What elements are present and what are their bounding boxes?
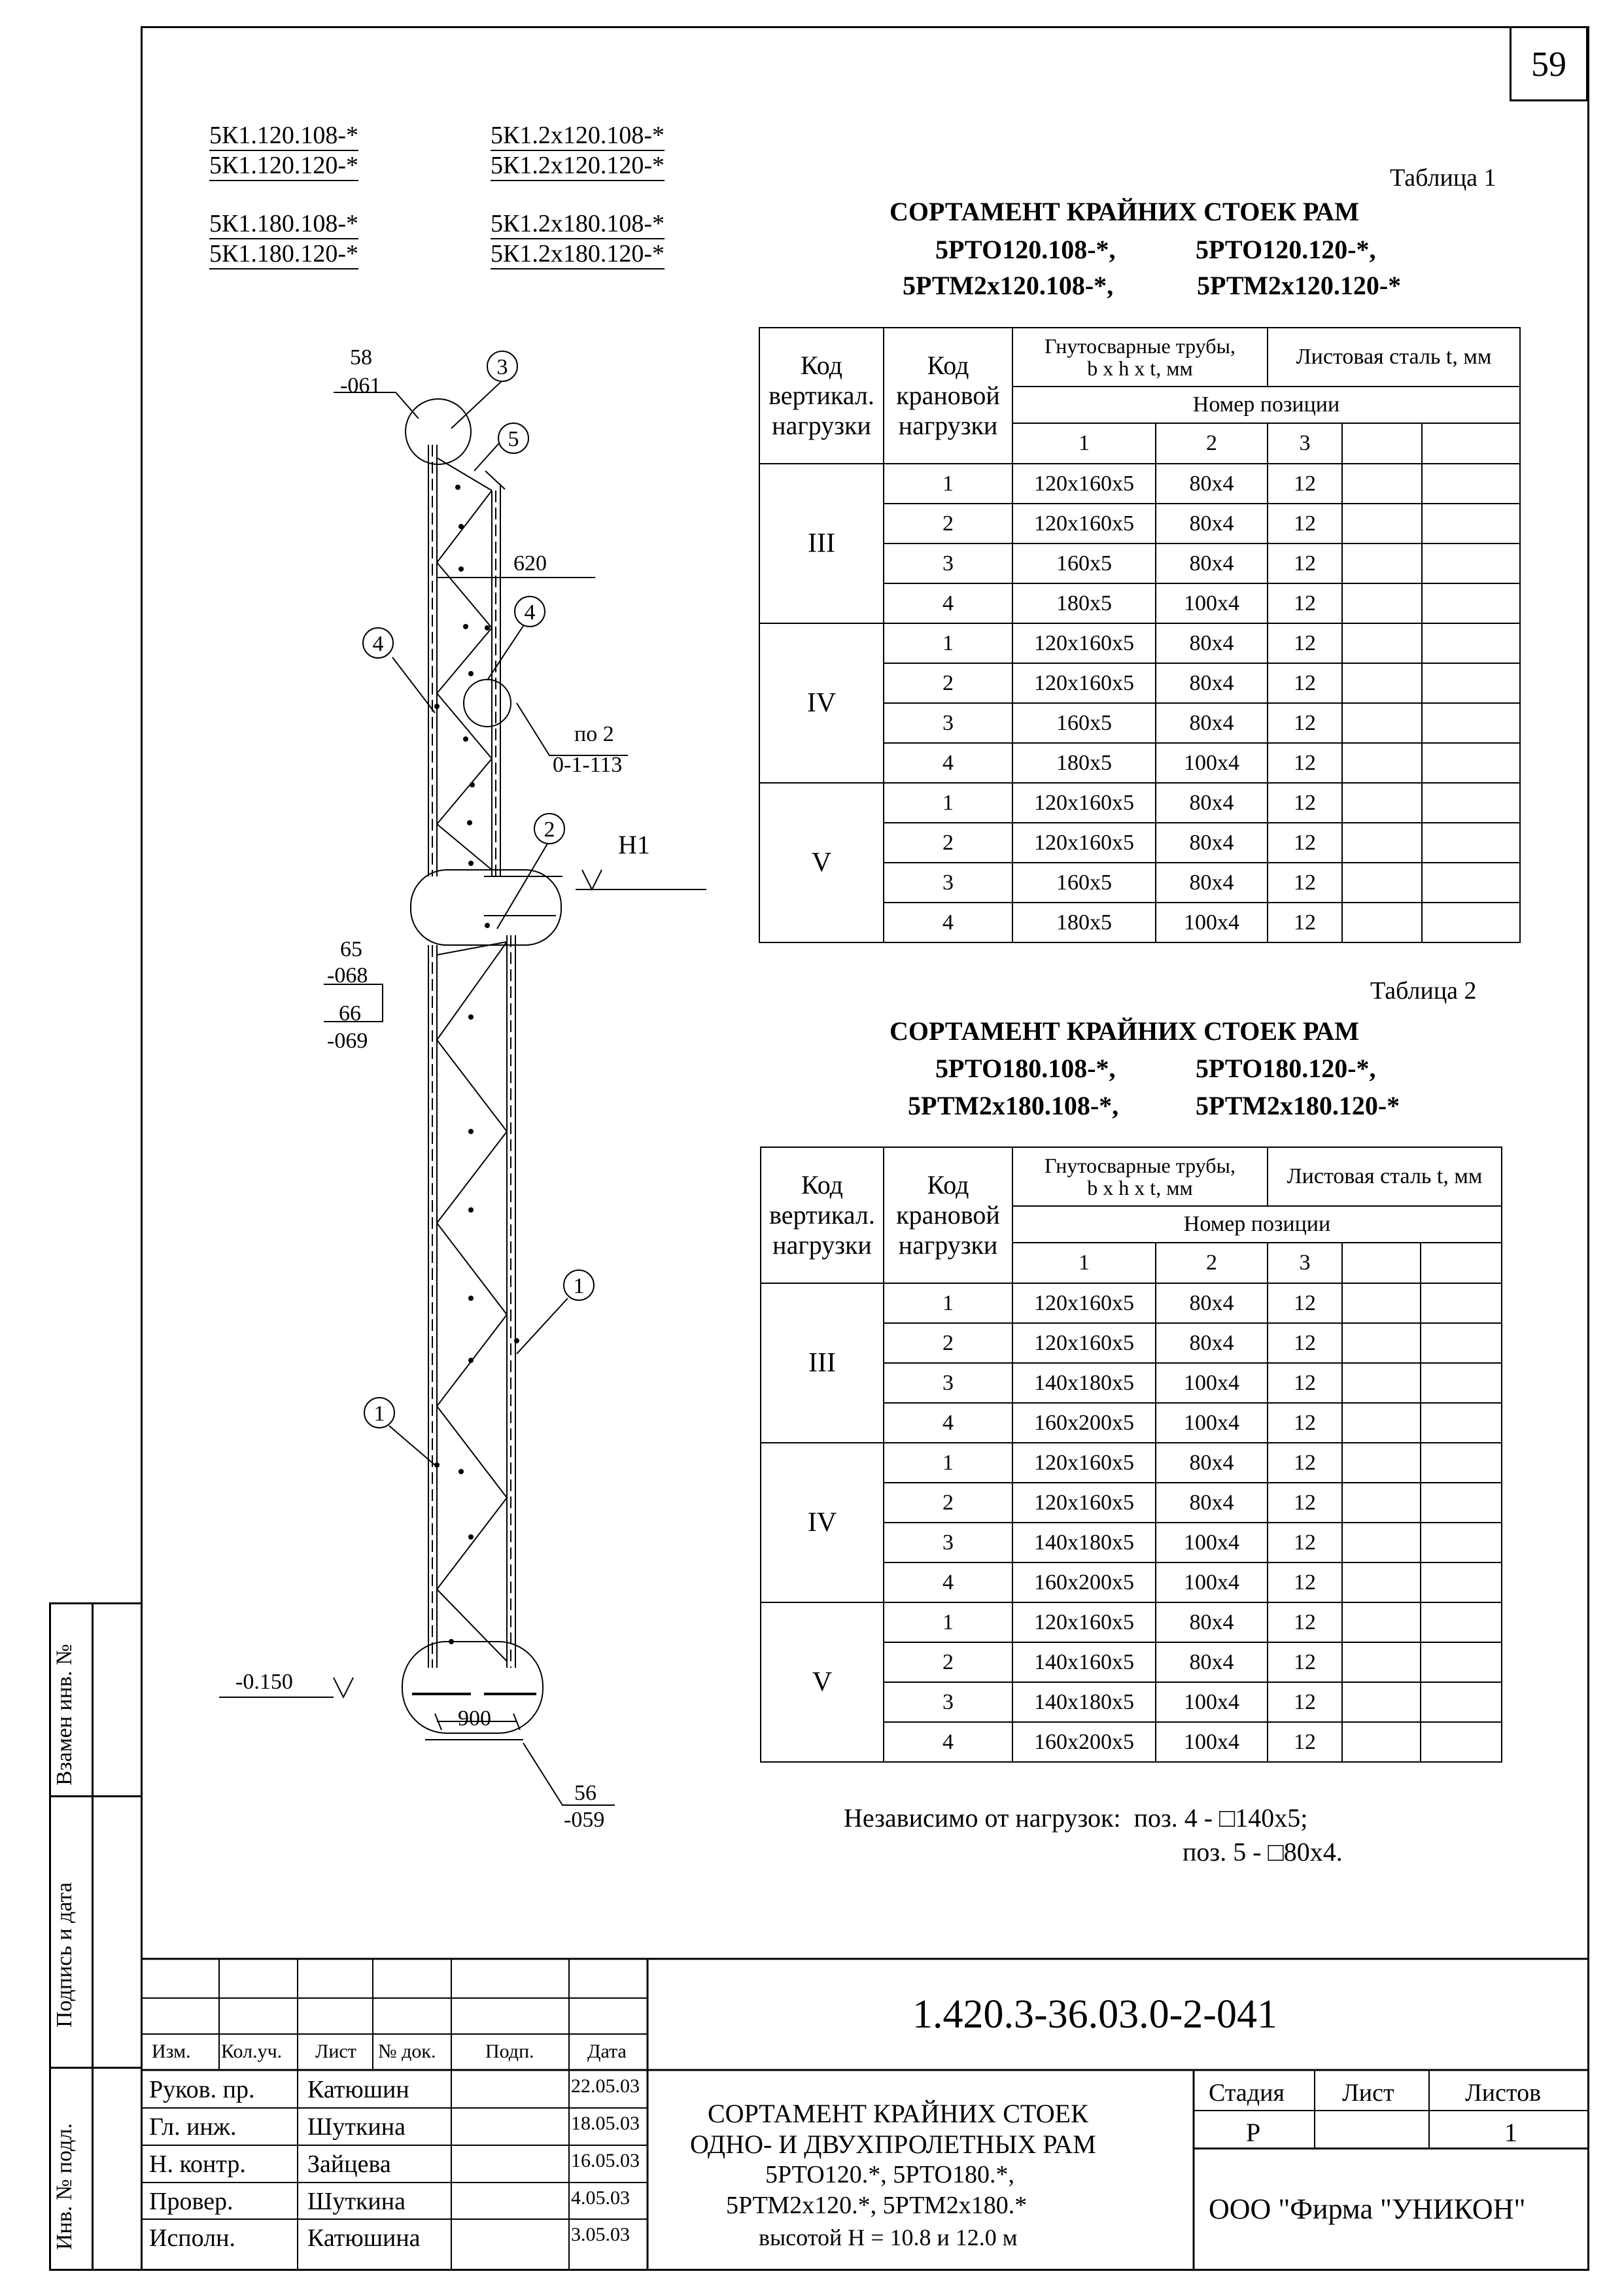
- header-pos-1: 1: [1012, 1243, 1156, 1283]
- value-cell: 12: [1268, 823, 1342, 863]
- ref-bot-1: 56: [574, 1781, 596, 1805]
- value-cell: 80х4: [1156, 1443, 1268, 1483]
- header-pos-2: 2: [1156, 1243, 1268, 1283]
- table2-subtitle-2a: 5РТМ2х180.108-*,: [908, 1091, 1119, 1120]
- person-role: Н. контр.: [149, 2150, 246, 2178]
- person-date: 22.05.03: [571, 2075, 640, 2097]
- code-list-right-2: 5К1.2х180.108-* 5К1.2х180.120-*: [491, 209, 665, 269]
- header-sheet-steel: Листовая сталь t, мм: [1268, 328, 1520, 387]
- table2-subtitle-2b: 5РТМ2х180.120-*: [1196, 1091, 1400, 1120]
- value-cell: 180х5: [1012, 743, 1156, 783]
- table2-title: СОРТАМЕНТ КРАЙНИХ СТОЕК РАМ: [890, 1016, 1359, 1046]
- person-name: Зайцева: [307, 2150, 391, 2178]
- value-cell: 12: [1268, 1403, 1342, 1443]
- load-group: V: [761, 1602, 884, 1762]
- code-list-left: 5К1.120.108-* 5К1.120.120-*: [209, 121, 358, 181]
- dim-900: 900: [458, 1706, 491, 1731]
- value-cell: 80х4: [1156, 1323, 1268, 1363]
- value-cell: 100х4: [1156, 1562, 1268, 1602]
- value-cell: 12: [1268, 1642, 1342, 1682]
- value-cell: 160х200х5: [1012, 1562, 1156, 1602]
- header-vert-code: Код вертикал. нагрузки: [759, 328, 884, 464]
- value-cell: 120х160х5: [1012, 504, 1156, 544]
- value-cell: 12: [1268, 1443, 1342, 1483]
- header-crane-code: Код крановой нагрузки: [884, 1147, 1012, 1283]
- ref-top-2: -061: [340, 373, 381, 398]
- crane-code-cell: 1: [884, 623, 1012, 663]
- header-pos-3: 3: [1268, 1243, 1342, 1283]
- table1-title: СОРТАМЕНТ КРАЙНИХ СТОЕК РАМ: [890, 197, 1359, 226]
- crane-code-cell: 3: [884, 863, 1012, 903]
- value-cell: 160х5: [1012, 703, 1156, 743]
- header-sheet-steel: Листовая сталь t, мм: [1268, 1147, 1502, 1206]
- crane-code-cell: 2: [884, 1642, 1012, 1682]
- crane-code-cell: 4: [884, 1403, 1012, 1443]
- person-name: Шуткина: [307, 2113, 406, 2141]
- col-sign: Подп.: [485, 2041, 534, 2062]
- value-cell: 120х160х5: [1012, 1602, 1156, 1642]
- col-doc: № док.: [378, 2041, 436, 2062]
- value-cell: 12: [1268, 1523, 1342, 1562]
- value-cell: 12: [1268, 1363, 1342, 1403]
- load-group: III: [759, 464, 884, 623]
- crane-code-cell: 4: [884, 903, 1012, 942]
- callout-1-left: 1: [373, 1402, 385, 1426]
- person-date: 16.05.03: [571, 2150, 640, 2171]
- table1-subtitle-2b: 5РТМ2х120.120-*: [1197, 271, 1402, 300]
- value-cell: 80х4: [1156, 703, 1268, 743]
- value-cell: 100х4: [1156, 1403, 1268, 1443]
- value-cell: 100х4: [1156, 1363, 1268, 1403]
- crane-code-cell: 4: [884, 583, 1012, 623]
- value-cell: 100х4: [1156, 743, 1268, 783]
- sheets-value: 1: [1504, 2118, 1517, 2147]
- value-cell: 180х5: [1012, 583, 1156, 623]
- person-date: 4.05.03: [571, 2187, 630, 2209]
- header-pipes: Гнутосварные трубы, b x h x t, мм: [1012, 328, 1268, 387]
- value-cell: 12: [1268, 743, 1342, 783]
- ref-mid2-1: 66: [339, 1001, 361, 1026]
- value-cell: 100х4: [1156, 1523, 1268, 1562]
- value-cell: 120х160х5: [1012, 464, 1156, 504]
- value-cell: 12: [1268, 863, 1342, 903]
- col-list: Лист: [315, 2041, 356, 2062]
- ref-mid1-1: 65: [340, 937, 362, 961]
- person-date: 3.05.03: [571, 2224, 630, 2245]
- value-cell: 160х5: [1012, 863, 1156, 903]
- header-pos-2: 2: [1156, 423, 1268, 464]
- callout-1-right: 1: [573, 1274, 585, 1298]
- person-role: Исполн.: [149, 2224, 235, 2252]
- value-cell: 12: [1268, 504, 1342, 544]
- person-date: 18.05.03: [571, 2113, 640, 2134]
- value-cell: 100х4: [1156, 1682, 1268, 1722]
- ref-bot-2: -059: [564, 1808, 605, 1832]
- code-list-right: 5К1.2х120.108-* 5К1.2х120.120-*: [491, 121, 665, 181]
- crane-code-cell: 2: [884, 663, 1012, 703]
- load-group: V: [759, 783, 884, 942]
- col-izm: Изм.: [152, 2041, 191, 2062]
- value-cell: 12: [1268, 663, 1342, 703]
- value-cell: 180х5: [1012, 903, 1156, 942]
- crane-code-cell: 1: [884, 1443, 1012, 1483]
- value-cell: 160х5: [1012, 544, 1156, 583]
- title-line-5: высотой Н = 10.8 и 12.0 м: [759, 2224, 1018, 2251]
- value-cell: 100х4: [1156, 1722, 1268, 1762]
- title-line-3: 5РТО120.*, 5РТО180.*,: [765, 2161, 1015, 2188]
- callout-4-right: 4: [524, 600, 536, 625]
- crane-code-cell: 2: [884, 504, 1012, 544]
- value-cell: 80х4: [1156, 623, 1268, 663]
- person-name: Шуткина: [307, 2188, 406, 2215]
- value-cell: 12: [1268, 464, 1342, 504]
- table2-subtitle-1b: 5РТО180.120-*,: [1196, 1054, 1376, 1083]
- value-cell: 12: [1268, 1682, 1342, 1722]
- sheet-number: 59: [1510, 26, 1588, 101]
- side-label-signature: Подпись и дата: [52, 1882, 77, 2028]
- company-name: ООО "Фирма "УНИКОН": [1209, 2193, 1526, 2225]
- crane-code-cell: 3: [884, 1523, 1012, 1562]
- level-h1: H1: [618, 830, 650, 859]
- table1-subtitle-1b: 5РТО120.120-*,: [1196, 235, 1376, 264]
- crane-code-cell: 3: [884, 544, 1012, 583]
- value-cell: 120х160х5: [1012, 823, 1156, 863]
- load-group: IV: [761, 1443, 884, 1602]
- value-cell: 80х4: [1156, 504, 1268, 544]
- value-cell: 12: [1268, 703, 1342, 743]
- value-cell: 80х4: [1156, 1483, 1268, 1523]
- value-cell: 12: [1268, 1483, 1342, 1523]
- crane-code-cell: 1: [884, 464, 1012, 504]
- table2-label: Таблица 2: [1370, 977, 1477, 1005]
- person-name: Катюшин: [307, 2076, 409, 2103]
- load-group: IV: [759, 623, 884, 783]
- value-cell: 100х4: [1156, 583, 1268, 623]
- value-cell: 12: [1268, 623, 1342, 663]
- header-pos-3: 3: [1268, 423, 1342, 464]
- crane-code-cell: 3: [884, 1363, 1012, 1403]
- crane-code-cell: 2: [884, 1483, 1012, 1523]
- person-name: Катюшина: [307, 2224, 421, 2252]
- value-cell: 12: [1268, 1722, 1342, 1762]
- value-cell: 80х4: [1156, 863, 1268, 903]
- code-list-left-2: 5К1.180.108-* 5К1.180.120-*: [209, 209, 358, 269]
- value-cell: 12: [1268, 903, 1342, 942]
- value-cell: 12: [1268, 1602, 1342, 1642]
- side-label-replaced: Взамен инв. №: [52, 1644, 77, 1786]
- crane-code-cell: 1: [884, 783, 1012, 823]
- value-cell: 120х160х5: [1012, 1323, 1156, 1363]
- value-cell: 140х180х5: [1012, 1682, 1156, 1722]
- crane-code-cell: 3: [884, 1682, 1012, 1722]
- value-cell: 12: [1268, 544, 1342, 583]
- crane-code-cell: 1: [884, 1283, 1012, 1323]
- value-cell: 120х160х5: [1012, 1483, 1156, 1523]
- stage-value: Р: [1246, 2118, 1261, 2147]
- independent-note-2: поз. 5 - □80х4.: [1183, 1837, 1343, 1867]
- title-line-2: ОДНО- И ДВУХПРОЛЕТНЫХ РАМ: [690, 2130, 1096, 2159]
- ref-top-1: 58: [350, 345, 372, 370]
- value-cell: 80х4: [1156, 1602, 1268, 1642]
- header-pipes: Гнутосварные трубы, b x h x t, мм: [1012, 1147, 1268, 1206]
- value-cell: 80х4: [1156, 663, 1268, 703]
- value-cell: 80х4: [1156, 464, 1268, 504]
- value-cell: 120х160х5: [1012, 1283, 1156, 1323]
- person-role: Руков. пр.: [149, 2076, 255, 2103]
- callout-2: 2: [544, 818, 555, 842]
- value-cell: 12: [1268, 583, 1342, 623]
- stage-label: Стадия: [1209, 2079, 1285, 2107]
- value-cell: 140х180х5: [1012, 1363, 1156, 1403]
- col-kol: Кол.уч.: [221, 2041, 283, 2062]
- table1-subtitle-1a: 5РТО120.108-*,: [935, 235, 1116, 264]
- crane-code-cell: 4: [884, 743, 1012, 783]
- value-cell: 80х4: [1156, 823, 1268, 863]
- sheets-label: Листов: [1465, 2079, 1542, 2107]
- value-cell: 12: [1268, 1323, 1342, 1363]
- side-label-inventory: Инв. № подл.: [52, 2123, 77, 2250]
- independent-note: Независимо от нагрузок: поз. 4 - □140х5;: [844, 1803, 1308, 1833]
- value-cell: 80х4: [1156, 1283, 1268, 1323]
- note-po2-ref: 0-1-113: [553, 753, 623, 777]
- header-position: Номер позиции: [1012, 387, 1520, 423]
- title-line-4: 5РТМ2х120.*, 5РТМ2х180.*: [726, 2192, 1028, 2219]
- crane-code-cell: 1: [884, 1602, 1012, 1642]
- callout-3: 3: [496, 355, 508, 379]
- value-cell: 140х160х5: [1012, 1642, 1156, 1682]
- value-cell: 120х160х5: [1012, 663, 1156, 703]
- level-mark: -0.150: [235, 1670, 293, 1694]
- value-cell: 120х160х5: [1012, 783, 1156, 823]
- col-date: Дата: [587, 2041, 627, 2062]
- table1-label: Таблица 1: [1390, 164, 1496, 192]
- note-po2: по 2: [574, 722, 614, 746]
- table1-subtitle-2a: 5РТМ2х120.108-*,: [903, 271, 1114, 300]
- crane-code-cell: 2: [884, 823, 1012, 863]
- callout-4-left: 4: [372, 632, 384, 656]
- value-cell: 120х160х5: [1012, 1443, 1156, 1483]
- person-role: Провер.: [149, 2188, 233, 2215]
- callout-5: 5: [508, 427, 519, 451]
- value-cell: 120х160х5: [1012, 623, 1156, 663]
- value-cell: 100х4: [1156, 903, 1268, 942]
- value-cell: 160х200х5: [1012, 1403, 1156, 1443]
- ref-mid2-2: -069: [327, 1029, 368, 1053]
- value-cell: 140х180х5: [1012, 1523, 1156, 1562]
- crane-code-cell: 4: [884, 1722, 1012, 1762]
- value-cell: 12: [1268, 1562, 1342, 1602]
- value-cell: 80х4: [1156, 544, 1268, 583]
- header-pos-1: 1: [1012, 423, 1156, 464]
- person-role: Гл. инж.: [149, 2113, 237, 2141]
- crane-code-cell: 3: [884, 703, 1012, 743]
- value-cell: 160х200х5: [1012, 1722, 1156, 1762]
- header-vert-code: Код вертикал. нагрузки: [761, 1147, 884, 1283]
- value-cell: 12: [1268, 783, 1342, 823]
- ref-mid1-2: -068: [327, 963, 368, 988]
- dim-620: 620: [513, 551, 547, 576]
- header-crane-code: Код крановой нагрузки: [884, 328, 1012, 464]
- value-cell: 12: [1268, 1283, 1342, 1323]
- title-line-1: СОРТАМЕНТ КРАЙНИХ СТОЕК: [708, 2099, 1088, 2128]
- value-cell: 80х4: [1156, 783, 1268, 823]
- crane-code-cell: 2: [884, 1323, 1012, 1363]
- load-group: III: [761, 1283, 884, 1443]
- header-position: Номер позиции: [1012, 1206, 1502, 1243]
- sheet-label: Лист: [1342, 2079, 1394, 2107]
- crane-code-cell: 4: [884, 1562, 1012, 1602]
- value-cell: 80х4: [1156, 1642, 1268, 1682]
- table2-subtitle-1a: 5РТО180.108-*,: [935, 1054, 1116, 1083]
- document-number: 1.420.3-36.03.0-2-041: [912, 1992, 1277, 2037]
